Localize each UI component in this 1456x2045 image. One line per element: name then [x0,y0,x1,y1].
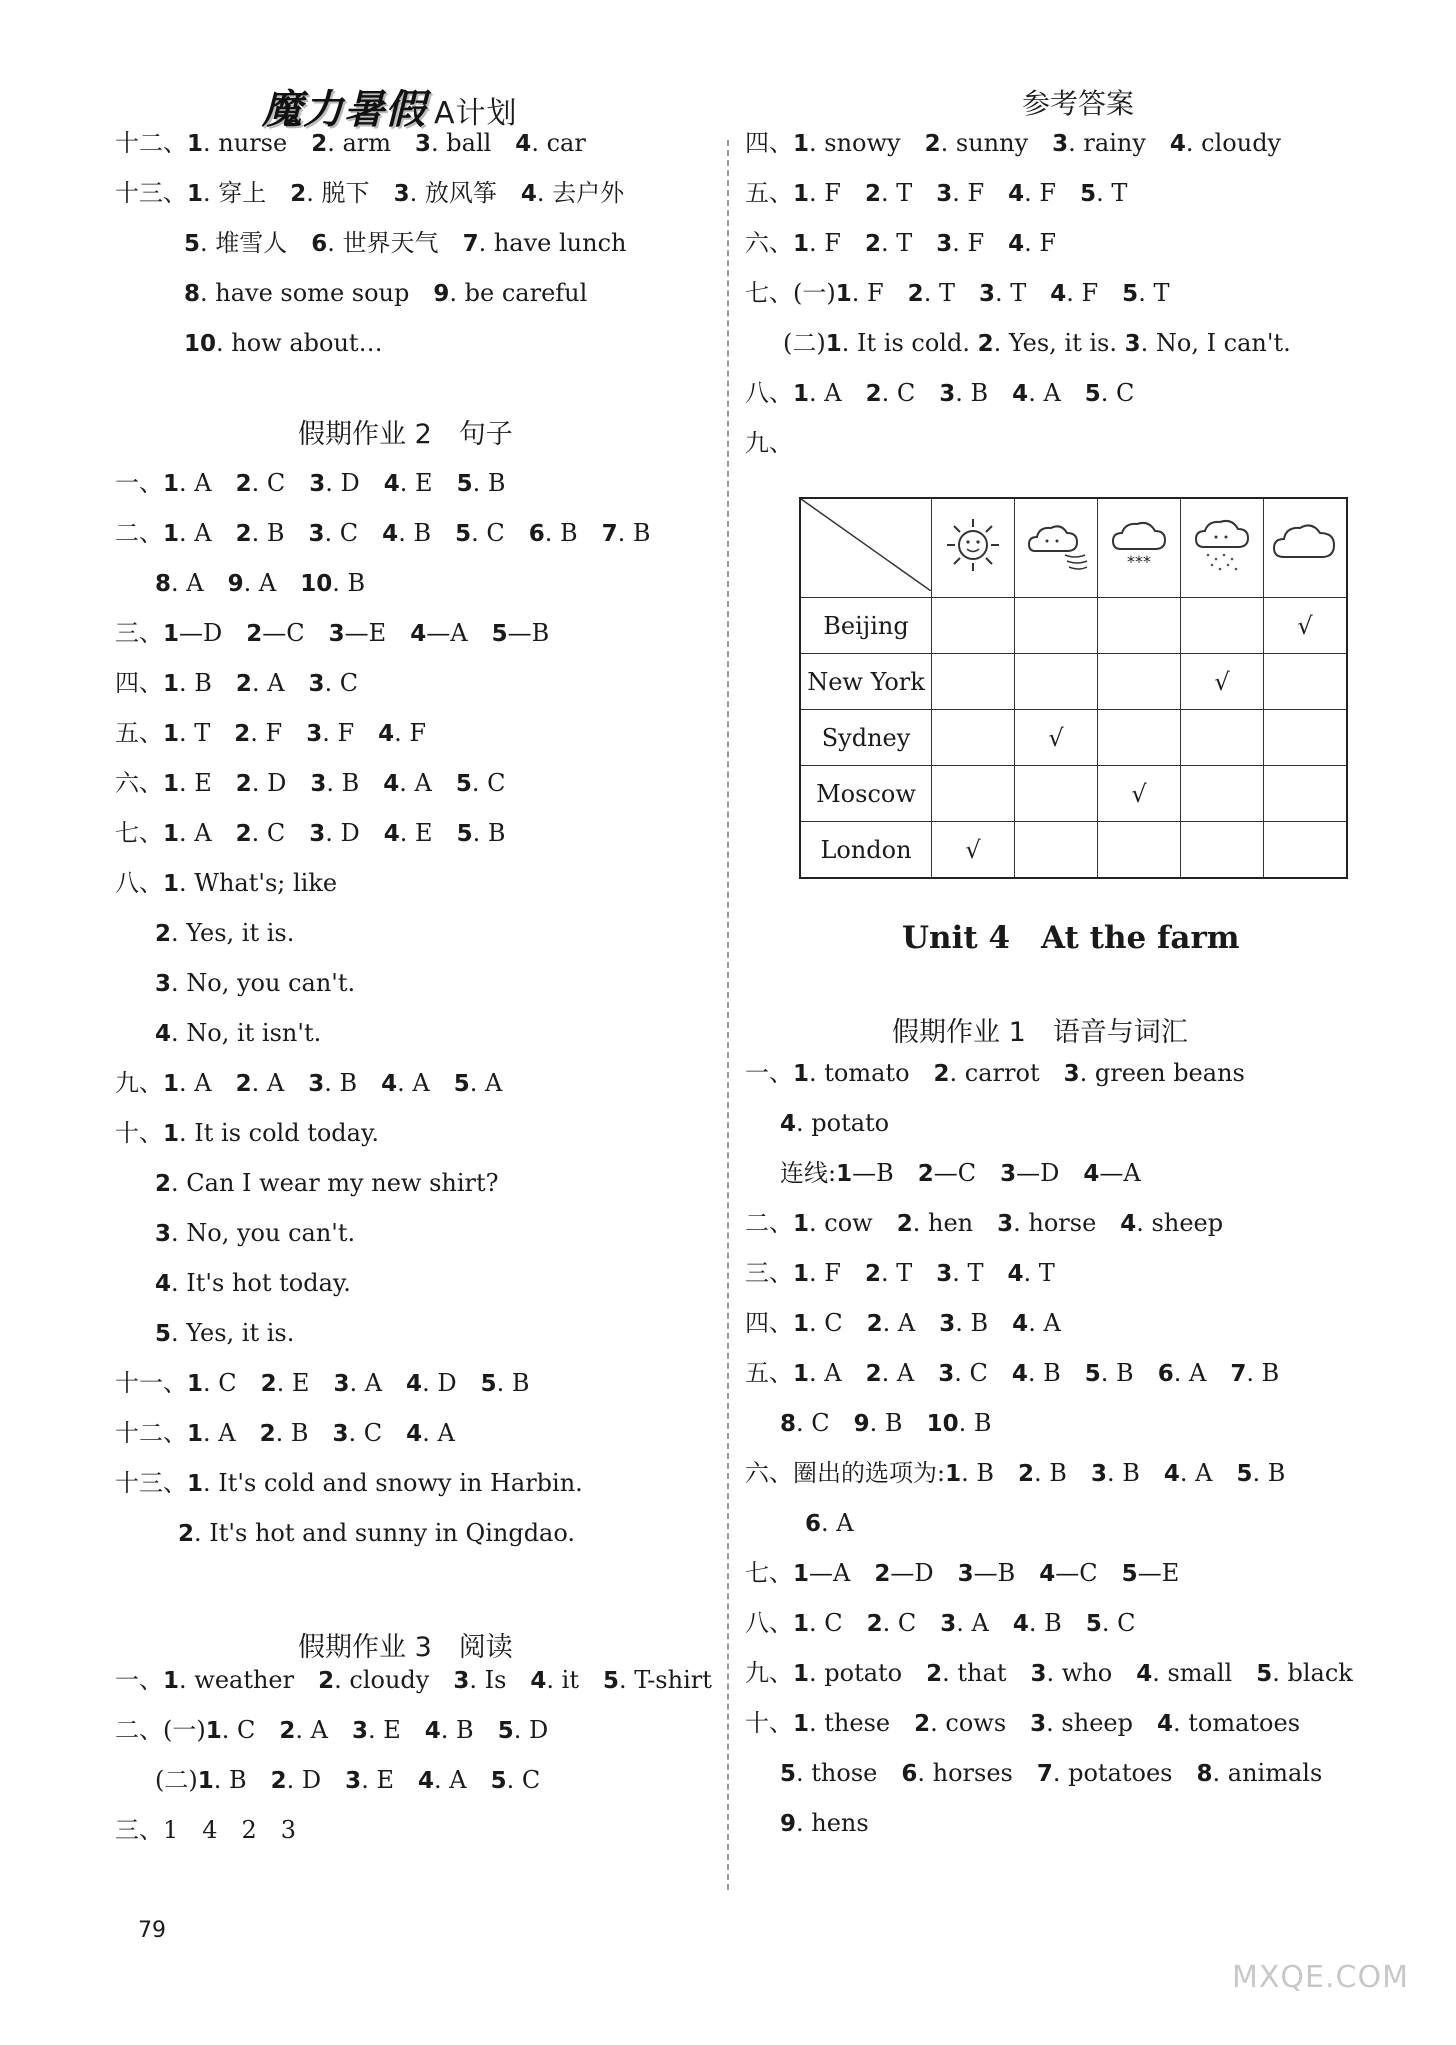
check-cell [932,654,1015,710]
table-header-row [800,498,1347,598]
check-cell [1264,822,1348,879]
answer-line: 一、1. tomato 2. carrot 3. green beans [745,1059,1245,1087]
answer-line: 9. hens [780,1809,869,1837]
answer-line: 4. It's hot today. [155,1269,351,1297]
section-label: 参考答案 [1022,87,1135,120]
brand-logo [262,78,518,135]
check-cell: √ [1264,598,1348,654]
brand-subtitle: A计划 [434,96,518,131]
page-number: 79 [138,1918,166,1943]
answer-line: 四、1. C 2. A 3. B 4. A [745,1309,1061,1337]
answer-line: 七、(一)1. F 2. T 3. T 4. F 5. T [745,279,1170,307]
watermark: MXQE.COM [1232,1960,1409,1995]
svg-text:***: *** [1127,552,1151,571]
check-cell [1015,654,1098,710]
answer-line: 一、1. A 2. C 3. D 4. E 5. B [115,469,506,497]
answer-line: 十二、1. A 2. B 3. C 4. A [115,1419,455,1447]
answer-line: 九、1. A 2. A 3. B 4. A 5. A [115,1069,503,1097]
answer-line: (二)1. B 2. D 3. E 4. A 5. C [155,1766,541,1794]
answer-line: 三、1. F 2. T 3. T 4. T [745,1259,1055,1287]
answer-line: 十二、1. nurse 2. arm 3. ball 4. car [115,129,586,157]
answer-line: (二)1. It is cold. 2. Yes, it is. 3. No, I can't. [783,329,1291,357]
check-cell [1015,598,1098,654]
answer-line: 5. 堆雪人 6. 世界天气 7. have lunch [184,229,627,257]
answer-line: 六、1. E 2. D 3. B 4. A 5. C [115,769,506,797]
answer-line: 九、1. potato 2. that 3. who 4. small 5. black [745,1659,1353,1687]
check-cell [1098,654,1181,710]
weather-table [799,497,1348,879]
answer-line: 六、圈出的选项为:1. B 2. B 3. B 4. A 5. B [745,1459,1286,1487]
answer-line: 五、1. A 2. A 3. C 4. B 5. B 6. A 7. B [745,1359,1280,1387]
check-cell [1264,654,1348,710]
answer-line: 六、1. F 2. T 3. F 4. F [745,229,1057,257]
table-row [800,710,1347,766]
table-row [800,598,1347,654]
table-row [800,766,1347,822]
answer-line: 九、 [745,429,793,457]
check-cell: √ [1098,766,1181,822]
answer-line: 8. A 9. A 10. B [155,569,366,597]
answer-line: 8. have some soup 9. be careful [184,279,588,307]
city-cell: Moscow [800,766,932,822]
windy-icon [1015,498,1098,598]
answer-line: 3. No, you can't. [155,969,356,997]
check-cell [1098,710,1181,766]
answer-line: 八、1. What's; like [115,869,338,897]
sunny-icon [932,498,1015,598]
answer-line: 五、1. F 2. T 3. F 4. F 5. T [745,179,1128,207]
answer-line: 二、1. cow 2. hen 3. horse 4. sheep [745,1209,1224,1237]
answer-line: 2. Yes, it is. [155,919,295,947]
check-cell [1264,710,1348,766]
section-heading: 假期作业 2 句子 [298,419,513,450]
answer-line: 十三、1. It's cold and snowy in Harbin. [115,1469,583,1497]
check-cell [1098,598,1181,654]
check-cell [1015,822,1098,879]
city-cell: London [800,822,932,879]
answer-line: 十三、1. 穿上 2. 脱下 3. 放风筝 4. 去户外 [115,179,625,207]
check-cell [1181,598,1264,654]
check-cell [1181,766,1264,822]
answer-line: 八、1. A 2. C 3. B 4. A 5. C [745,379,1135,407]
answer-line: 十、1. It is cold today. [115,1119,379,1147]
answer-line: 十一、1. C 2. E 3. A 4. D 5. B [115,1369,530,1397]
answer-line: 七、1—A 2—D 3—B 4—C 5—E [745,1559,1180,1587]
cloudy-icon [1264,498,1348,598]
check-cell [1098,822,1181,879]
rainy-icon [1181,498,1264,598]
answer-line: 2. It's hot and sunny in Qingdao. [178,1519,576,1547]
answer-line: 二、1. A 2. B 3. C 4. B 5. C 6. B 7. B [115,519,651,547]
answer-line: 4. No, it isn't. [155,1019,322,1047]
answer-line: 八、1. C 2. C 3. A 4. B 5. C [745,1609,1136,1637]
check-cell: √ [1181,654,1264,710]
answer-line: 三、1—D 2—C 3—E 4—A 5—B [115,619,550,647]
check-cell [1181,710,1264,766]
check-cell [1264,766,1348,822]
check-cell [932,710,1015,766]
answer-line: 6. A [805,1509,854,1537]
check-cell [1015,766,1098,822]
answer-line: 4. potato [780,1109,890,1137]
page-header [0,0,1456,133]
table-row [800,822,1347,879]
answer-line: 2. Can I wear my new shirt? [155,1169,499,1197]
city-cell: Beijing [800,598,932,654]
answer-line: 5. Yes, it is. [155,1319,295,1347]
section-heading: 假期作业 1 语音与词汇 [892,1017,1188,1048]
answer-line: 5. those 6. horses 7. potatoes 8. animals [780,1759,1323,1787]
answer-line: 10. how about… [184,329,383,357]
diagonal-header-cell [800,498,932,598]
snowy-icon [1098,498,1181,598]
check-cell [932,598,1015,654]
city-cell: Sydney [800,710,932,766]
answer-line: 连线:1—B 2—C 3—D 4—A [780,1159,1141,1187]
answer-line: 二、(一)1. C 2. A 3. E 4. B 5. D [115,1716,549,1744]
answer-line: 四、1. snowy 2. sunny 3. rainy 4. cloudy [745,129,1282,157]
city-cell: New York [800,654,932,710]
answer-line: 七、1. A 2. C 3. D 4. E 5. B [115,819,506,847]
answer-line: 十、1. these 2. cows 3. sheep 4. tomatoes [745,1709,1301,1737]
column-divider [727,140,729,1890]
check-cell [1181,822,1264,879]
unit-title: Unit 4 At the farm [902,920,1240,956]
check-cell: √ [1015,710,1098,766]
answer-line: 一、1. weather 2. cloudy 3. Is 4. it 5. T-shirt [115,1666,712,1694]
answer-line: 三、1 4 2 3 [115,1816,297,1844]
check-cell [932,766,1015,822]
answer-line: 五、1. T 2. F 3. F 4. F [115,719,427,747]
answer-line: 3. No, you can't. [155,1219,356,1247]
table-row [800,654,1347,710]
diagonal-line [801,499,931,591]
answer-line: 8. C 9. B 10. B [780,1409,992,1437]
check-cell: √ [932,822,1015,879]
brand-title: 魔力暑假 [262,87,426,133]
answer-line: 四、1. B 2. A 3. C [115,669,359,697]
section-heading: 假期作业 3 阅读 [298,1632,513,1663]
